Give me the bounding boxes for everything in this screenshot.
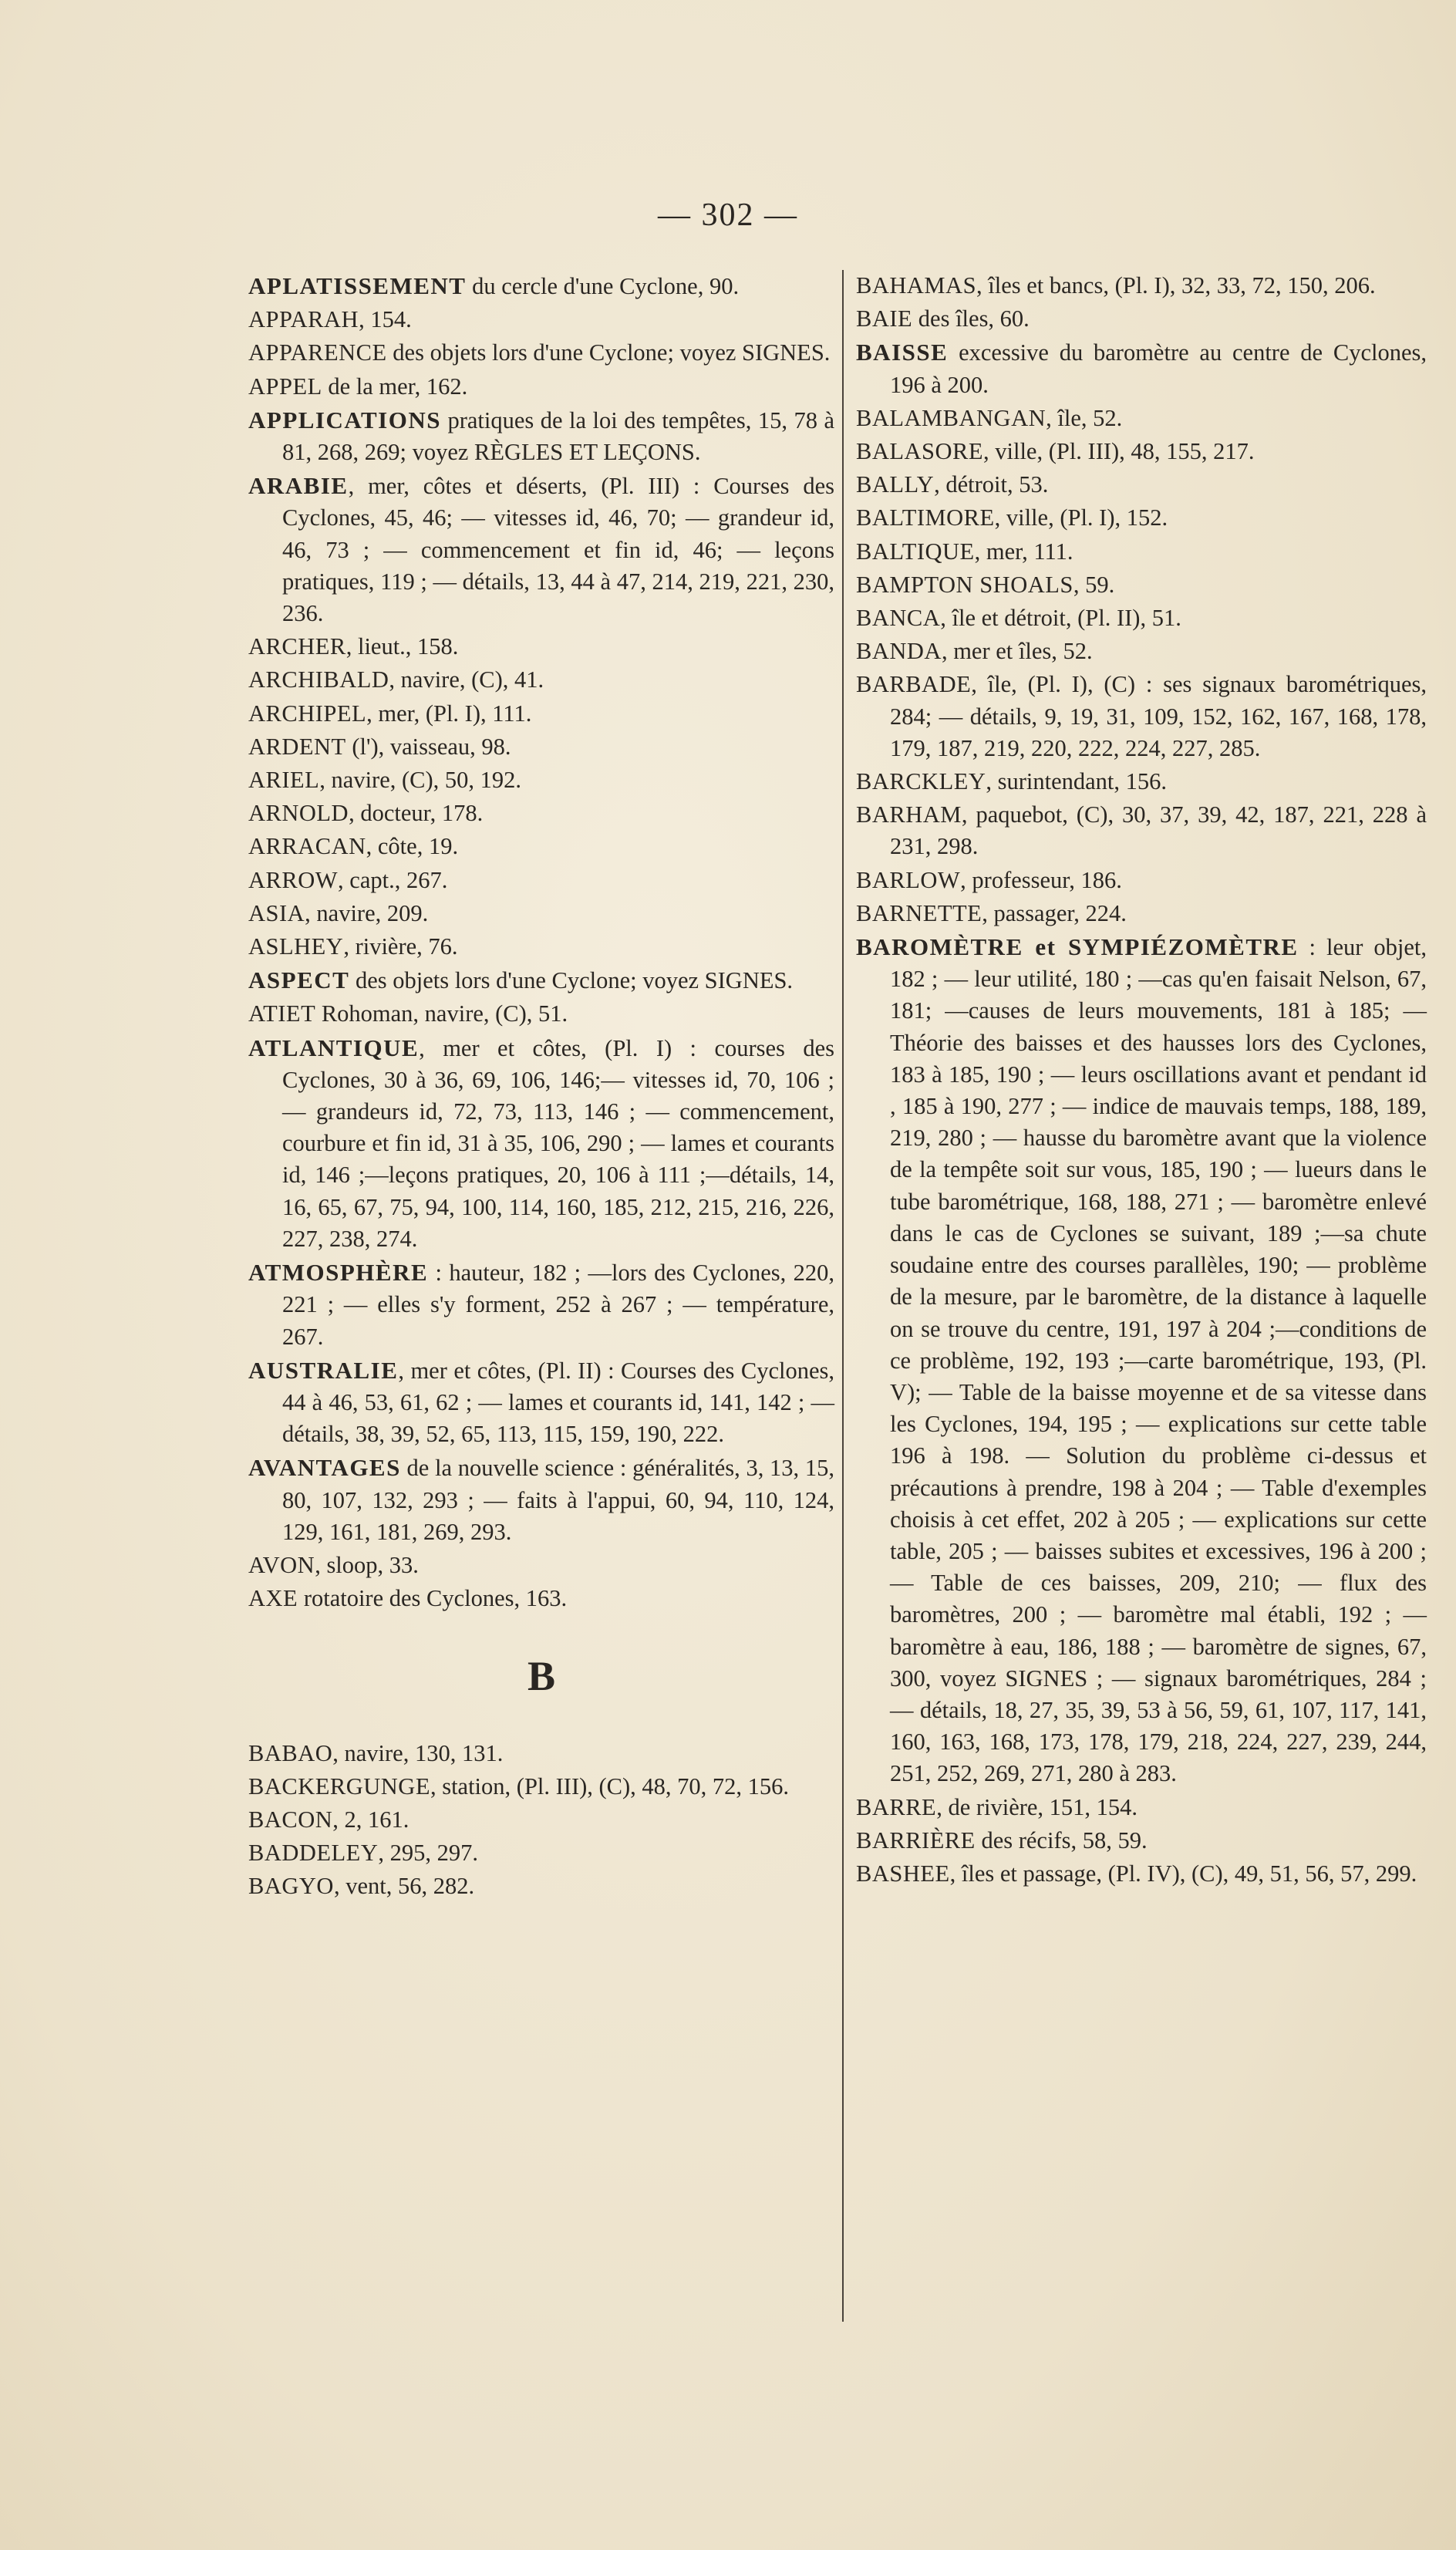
entry-text: , mer, côtes et déserts, (Pl. III) : Courses des Cyclones, 45, 46; — vitesses id, 46, 70; — grandeur id, 46, 73 ; — commencement et fin id, 46; — leçons pratiques, 119 ; — détails, 13, 44 à 47, 214, 219, 221, 230, 236. (282, 473, 834, 627)
index-entry (248, 764, 834, 796)
index-entry (856, 1792, 1427, 1823)
index-entry (856, 602, 1427, 634)
index-entry (856, 336, 1427, 400)
index-entry (856, 569, 1427, 601)
index-entry (248, 1804, 834, 1836)
index-entry (856, 766, 1427, 798)
entry-headword: BANDA (856, 638, 942, 665)
index-entry (856, 1825, 1427, 1857)
index-entry (856, 636, 1427, 667)
index-entry (248, 931, 834, 963)
index-entry (248, 798, 834, 829)
entry-headword: AXE (248, 1585, 298, 1612)
entry-text: rotatoire des Cyclones, 163. (298, 1585, 568, 1612)
entry-text: , côte, 19. (366, 833, 459, 860)
entry-text: , sloop, 33. (315, 1551, 419, 1578)
entry-headword: BASHEE (856, 1860, 950, 1887)
index-entry (248, 1738, 834, 1769)
index-entry (856, 436, 1427, 467)
entries-a (248, 270, 834, 1614)
entry-headword: BALTIMORE (856, 504, 995, 531)
index-entry (248, 1452, 834, 1548)
page-number: — 302 — (658, 197, 798, 233)
entry-text: , mer, (Pl. I), 111. (366, 700, 532, 727)
entry-text: , îles et bancs, (Pl. I), 32, 33, 72, 150, 206. (976, 272, 1376, 299)
entry-headword: BAGYO (248, 1873, 334, 1900)
entry-headword: ATIET (248, 1000, 316, 1027)
index-entry (248, 1032, 834, 1255)
index-entry (248, 304, 834, 336)
entry-headword: APPARENCE (248, 339, 387, 366)
entry-headword: BALTIQUE (856, 538, 975, 565)
entry-headword: BARCKLEY (856, 768, 986, 795)
entry-text: , capt., 267. (338, 866, 448, 893)
index-entry (856, 898, 1427, 929)
entry-headword: ATMOSPHÈRE (248, 1259, 429, 1287)
entry-text: , 59. (1073, 571, 1115, 598)
entry-text: , de rivière, 151, 154. (936, 1793, 1138, 1820)
entry-text: , mer et côtes, (Pl. II) : Courses des Cyclones, 44 à 46, 53, 61, 62 ; — lames et courants id, 141, 142 ; —détails, 38, 39, 52, 65, 113, 115, 159, 190, 222. (282, 1357, 834, 1448)
entry-text: : hauteur, 182 ; —lors des Cyclones, 220, 221 ; — elles s'y forment, 252 à 267 ; — température, 267. (282, 1260, 834, 1350)
entry-text: , 154. (359, 306, 412, 333)
entry-headword: ASPECT (248, 966, 350, 994)
index-entry (248, 1550, 834, 1581)
entry-headword: ATLANTIQUE (248, 1034, 420, 1061)
section-letter: B (527, 1653, 556, 1700)
entry-headword: ASLHEY (248, 933, 344, 960)
left-column (248, 270, 834, 1904)
entry-headword: BARHAM (856, 801, 962, 828)
entry-headword: ARCHIPEL (248, 700, 367, 727)
index-entry (856, 1858, 1427, 1890)
entry-headword: BABAO (248, 1739, 333, 1766)
entry-headword: BADDELEY (248, 1840, 379, 1867)
entry-text: , lieut., 158. (345, 633, 459, 660)
entry-headword: BARRIÈRE (856, 1826, 976, 1853)
entry-text: , surintendant, 156. (986, 768, 1168, 795)
entry-text: , mer et côtes, (Pl. I) : courses des Cyclones, 30 à 36, 69, 106, 146;— vitesses id, 70, 106 ; — grandeurs id, 72, 73, 113, 146 ; — commencement, courbure et fin id, 31 à 35, 106, 290 ; — lames et courants id, 146 ;—leçons pratiques, 20, 106 à 111 ;—détails, 14, 16, 65, 67, 75, 94, 100, 114, 160, 185, 212, 215, 216, 226, 227, 238, 274. (282, 1034, 834, 1252)
entry-text: , rivière, 76. (343, 933, 458, 960)
entry-text: , navire, (C), 41. (389, 666, 544, 693)
entry-headword: BALLY (856, 471, 935, 498)
entry-headword: ASIA (248, 899, 305, 926)
entry-text: , ville, (Pl. III), 48, 155, 217. (983, 438, 1255, 465)
index-entry (856, 799, 1427, 862)
entry-headword: BACKERGUNGE (248, 1773, 430, 1800)
index-entry (248, 337, 834, 369)
entry-headword: BAIE (856, 305, 913, 332)
entry-headword: BAROMÈTRE et SYMPIÉZOMÈTRE (856, 933, 1299, 961)
index-entry (856, 931, 1427, 1789)
entry-headword: ARRACAN (248, 833, 366, 860)
entries-b (248, 1738, 834, 1903)
entry-headword: ARNOLD (248, 800, 349, 827)
entry-text: des objets lors d'une Cyclone; voyez SIGNES. (386, 339, 831, 366)
entry-text: de la mer, 162. (322, 373, 468, 400)
entry-text: , vent, 56, 282. (333, 1873, 475, 1900)
entry-headword: BALAMBANGAN (856, 404, 1046, 431)
entry-headword: BARBADE (856, 671, 972, 698)
entry-text: , passager, 224. (982, 899, 1127, 926)
entry-headword: APPLICATIONS (248, 406, 441, 433)
index-entry (248, 998, 834, 1030)
index-entry (248, 270, 834, 302)
index-entry (248, 664, 834, 696)
entry-headword: BAHAMAS (856, 272, 977, 299)
entry-headword: AVON (248, 1551, 315, 1578)
index-entry (248, 698, 834, 730)
index-entry (248, 731, 834, 763)
entry-text: (l'), vaisseau, 98. (345, 733, 511, 760)
index-entry (248, 1837, 834, 1869)
index-entry (856, 669, 1427, 764)
entry-text: pratiques de la loi des tempêtes, 15, 78 à 81, 268, 269; voyez RÈGLES ET LEÇONS. (282, 406, 834, 466)
entry-text: des objets lors d'une Cyclone; voyez SIGNES. (349, 967, 794, 994)
index-entry (856, 502, 1427, 534)
index-entry (248, 1583, 834, 1614)
entries-right (856, 270, 1427, 1890)
entry-text: , professeur, 186. (960, 866, 1122, 893)
entry-text: , navire, (C), 50, 192. (319, 767, 522, 794)
entry-text: , paquebot, (C), 30, 37, 39, 42, 187, 221, 228 à 231, 298. (890, 801, 1427, 860)
entry-text: , 295, 297. (378, 1840, 478, 1867)
index-entry (248, 1870, 834, 1902)
entry-headword: BACON (248, 1806, 333, 1833)
entry-text: , mer, 111. (974, 538, 1073, 565)
index-entry (856, 469, 1427, 501)
index-entry (248, 964, 834, 997)
index-entry (856, 403, 1427, 434)
entry-text: , navire, 130, 131. (332, 1739, 504, 1766)
index-entry (248, 898, 834, 929)
entry-headword: BANCA (856, 605, 941, 632)
entry-text: , docteur, 178. (349, 800, 484, 827)
entry-headword: BALASORE (856, 438, 983, 465)
entry-headword: BARRE (856, 1793, 937, 1820)
index-entry (248, 865, 834, 896)
entry-text: , station, (Pl. III), (C), 48, 70, 72, 156. (430, 1773, 790, 1800)
entry-headword: ARCHIBALD (248, 666, 389, 693)
index-entry (248, 1354, 834, 1451)
entry-text: , ville, (Pl. I), 152. (994, 504, 1168, 531)
entry-text: , île, 52. (1046, 404, 1123, 431)
entry-headword: ARROW (248, 866, 339, 893)
index-entry (856, 536, 1427, 568)
entry-text: , détroit, 53. (934, 471, 1049, 498)
entry-headword: ARABIE (248, 472, 349, 500)
entry-headword: ARCHER (248, 633, 346, 660)
entry-headword: APPEL (248, 373, 322, 400)
entry-headword: BARLOW (856, 866, 961, 893)
entry-headword: ARDENT (248, 733, 346, 760)
index-entry (856, 270, 1427, 302)
entry-headword: BAMPTON SHOALS (856, 571, 1073, 598)
index-entry (248, 371, 834, 403)
entry-text: , mer et îles, 52. (941, 638, 1093, 665)
index-entry (856, 303, 1427, 335)
entry-text: des îles, 60. (912, 305, 1030, 332)
entry-headword: BARNETTE (856, 899, 982, 926)
entry-headword: AVANTAGES (248, 1454, 401, 1482)
entry-headword: APPARAH (248, 306, 359, 333)
column-divider (842, 270, 844, 2322)
right-column (856, 270, 1427, 1891)
entry-text: , île, (Pl. I), (C) : ses signaux barométriques, 284; — détails, 9, 19, 31, 109, 152, 162, 167, 168, 178, 179, 187, 219, 220, 222, 224, 227, 285. (890, 671, 1427, 761)
entry-headword: ARIEL (248, 767, 320, 794)
index-entry (856, 865, 1427, 896)
entry-text: Rohoman, navire, (C), 51. (315, 1000, 568, 1027)
index-entry (248, 404, 834, 468)
entry-headword: BAISSE (856, 339, 949, 366)
entry-text: , île et détroit, (Pl. II), 51. (940, 605, 1181, 632)
index-entry (248, 631, 834, 663)
entry-text: du cercle d'une Cyclone, 90. (466, 273, 740, 299)
entry-text: de la nouvelle science : généralités, 3, 13, 15, 80, 107, 132, 293 ; — faits à l'appui, 60, 94, 110, 124, 129, 161, 181, 269, 293. (282, 1455, 834, 1545)
entry-text: des récifs, 58, 59. (975, 1826, 1148, 1853)
index-entry (248, 831, 834, 862)
entry-text: : leur objet, 182 ; — leur utilité, 180 ; —cas qu'en faisait Nelson, 67, 181; —causes de leurs mouvements, 181 à 185; — Théorie des baisses et des hausses lors des Cyclones, 183 à 185, 190 ; — leurs oscillations avant et pendant id , 185 à 190, 277 ; — indice de mauvais temps, 188, 189, 219, 280 ; — hausse du baromètre avant que la violence de la tempête soit sur vous, 185, 190 ; — lueurs dans le tube barométrique, 168, 188, 271 ; — baromètre enlevé dans le cas de Cyclones se suivant, 189 ;—sa chute soudaine entre des courses parallèles, 190; — problème de la mesure, par le baromètre, de la distance à laquelle on se trouve du centre, 191, 197 à 204 ;—conditions de ce problème, 192, 193 ;—carte barométrique, 193, (Pl. V); — Table de la baisse moyenne et de sa vitesse dans les Cyclones, 194, 195 ; — explications sur cette table 196 à 198. — Solution du problème ci-dessus et précautions à prendre, 198 à 204 ; — Table d'exemples choisis à cet effet, 202 à 205 ; — explications sur cette table, 205 ; — baisses subites et excessives, 196 à 200 ; — Table de ces baisses, 209, 210; — flux des baromètres, 200 ; — baromètre mal établi, 192 ; — baromètre à eau, 186, 188 ; — baromètre de signes, 67, 300, voyez SIGNES ; — signaux barométriques, 284 ; — détails, 18, 27, 35, 39, 53 à 56, 59, 61, 107, 117, 141, 160, 163, 168, 173, 178, 179, 218, 224, 227, 239, 244, 251, 252, 269, 271, 280 à 283. (890, 934, 1427, 1787)
entry-headword: AUSTRALIE (248, 1356, 399, 1384)
index-entry (248, 1771, 834, 1803)
index-entry (248, 470, 834, 629)
entry-text: , navire, 209. (305, 899, 429, 926)
entry-text: , îles et passage, (Pl. IV), (C), 49, 51, 56, 57, 299. (949, 1860, 1417, 1887)
entry-text: excessive du baromètre au centre de Cyclones, 196 à 200. (890, 339, 1427, 398)
entry-headword: APLATISSEMENT (248, 272, 467, 299)
index-entry (248, 1256, 834, 1353)
entry-text: , 2, 161. (332, 1806, 410, 1833)
